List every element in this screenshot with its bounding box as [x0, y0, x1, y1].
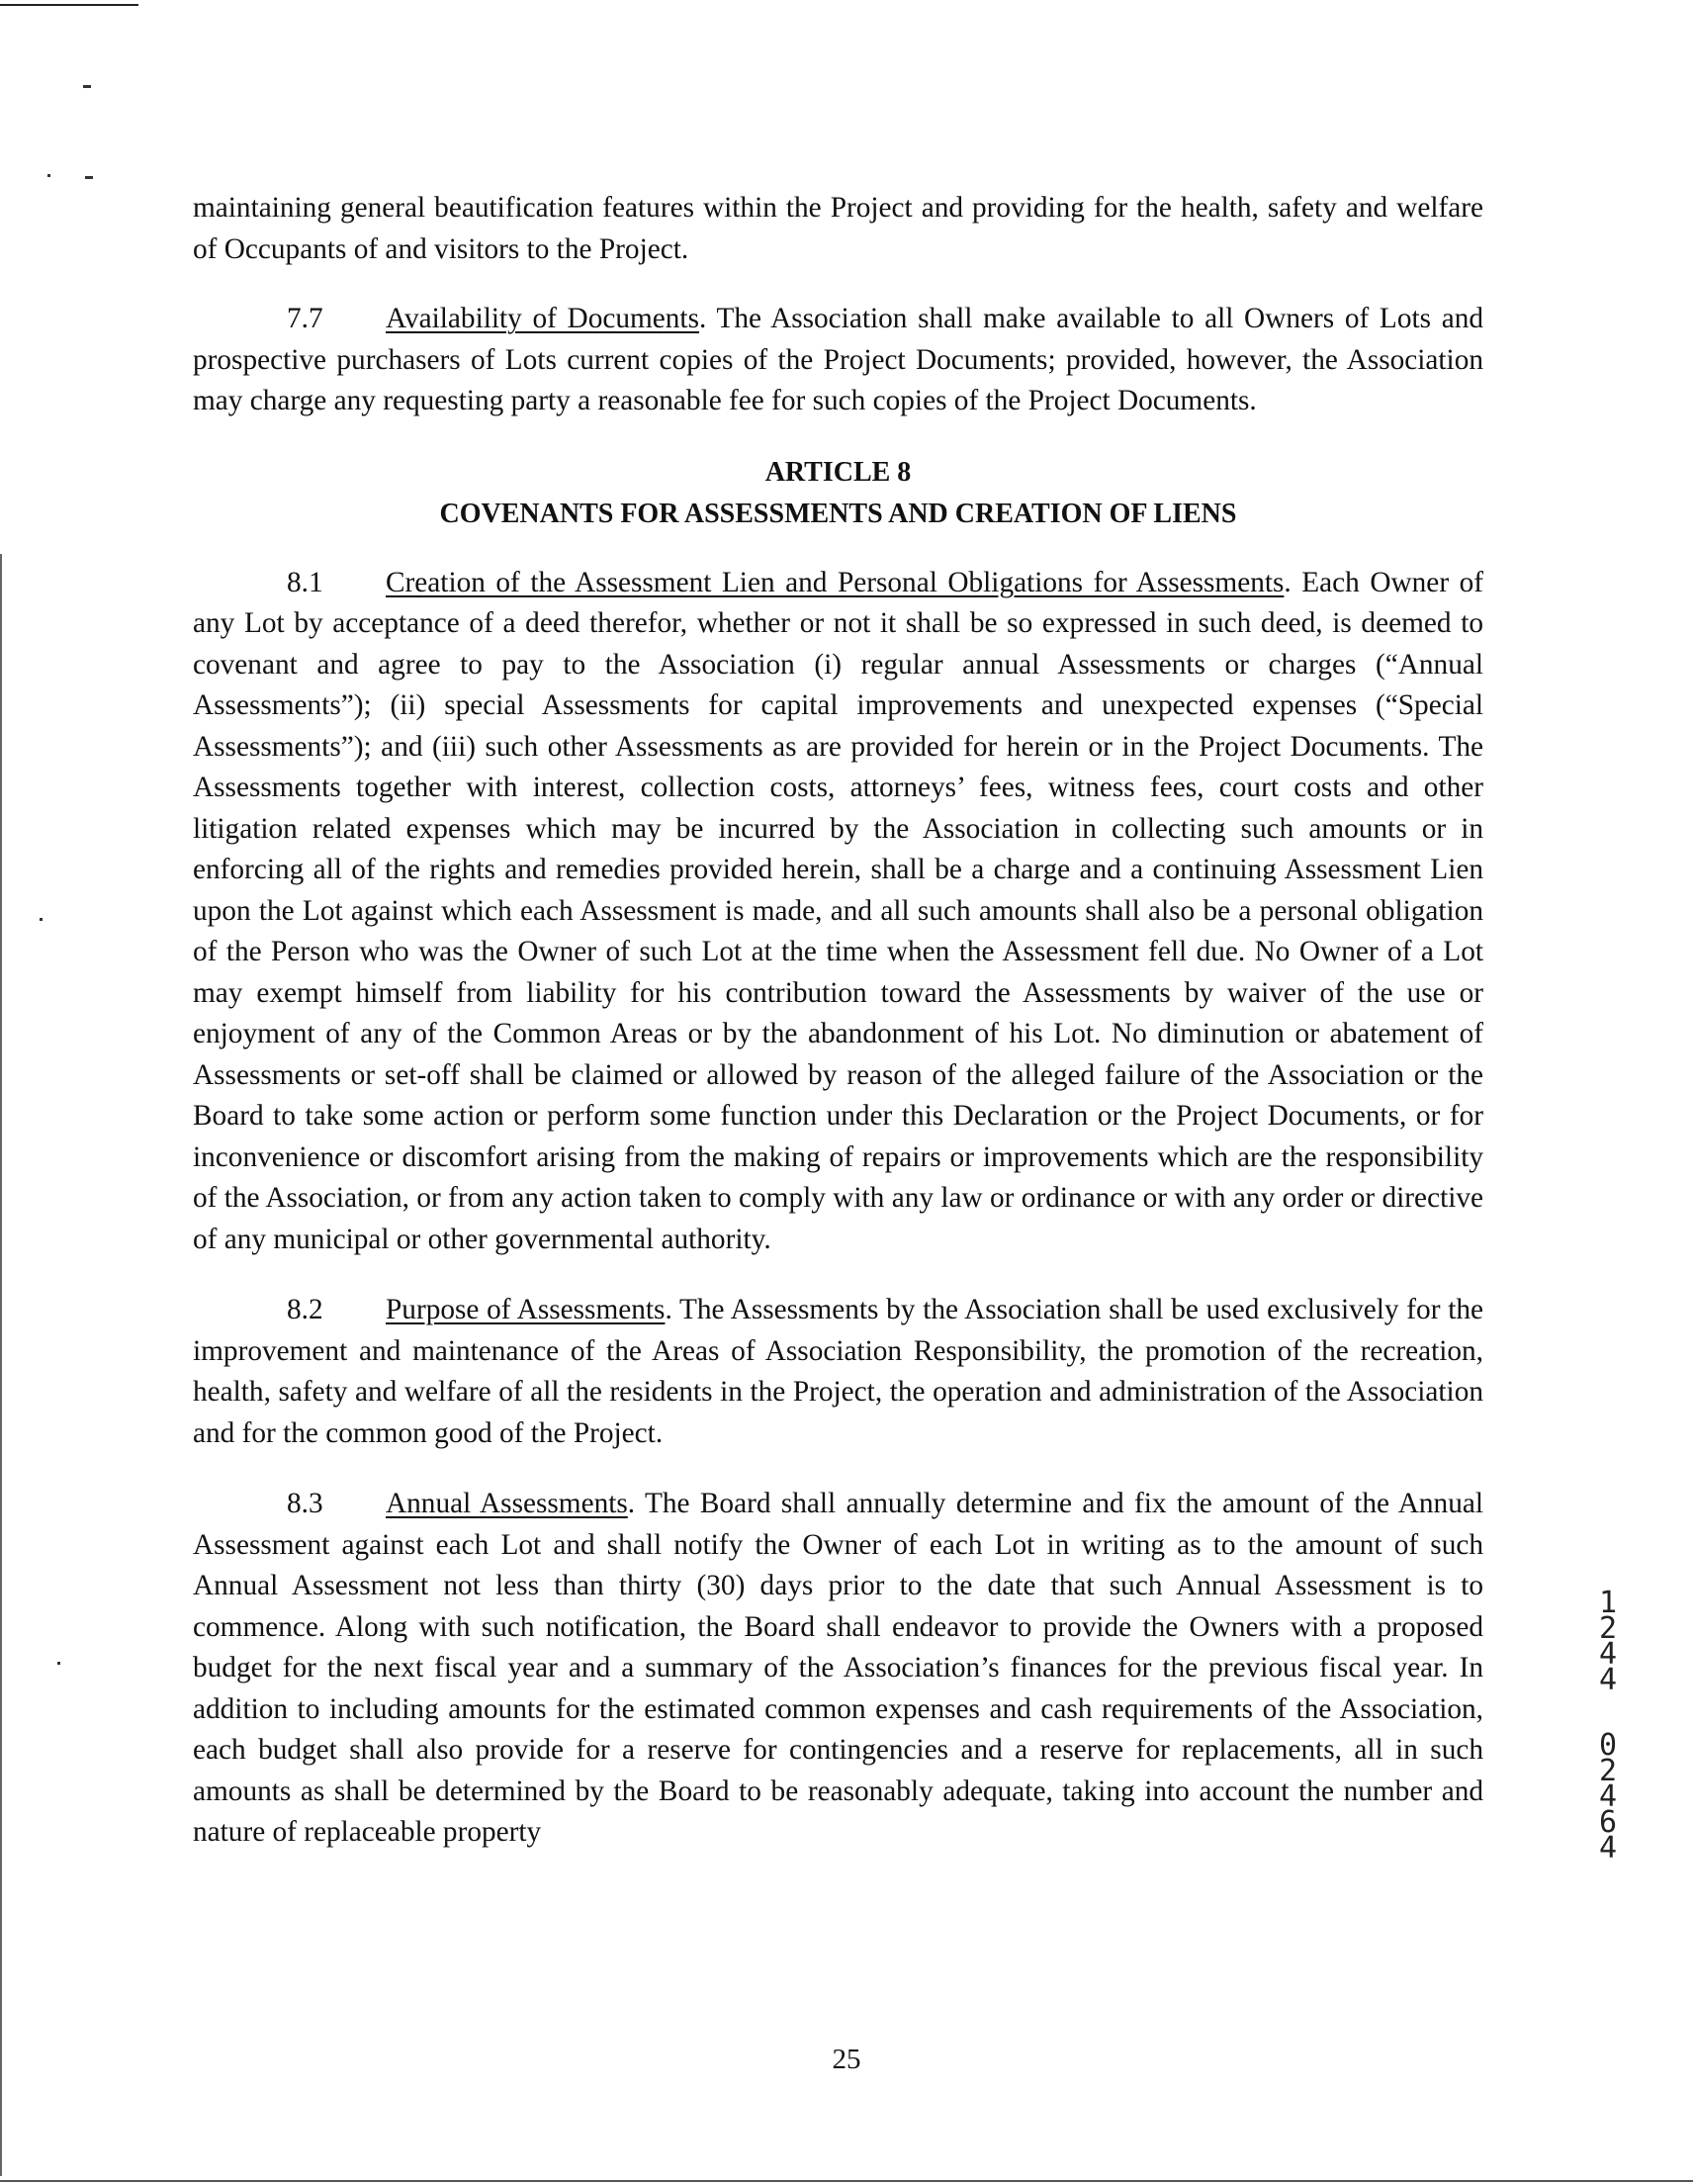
- article-label: ARTICLE 8: [764, 456, 912, 488]
- section-8-1: [193, 563, 1483, 1261]
- section-body: . Each Owner of any Lot by acceptance of a deed therefor, whether or not it shall be so expressed in such deed, is deemed to covenant and agree to pay to the Association (i) regular annual Assessments or charges (“Annual Assessments”); (ii) special Assessments for capital improvements and unexpected expenses (“Special Assessments”); and (iii) such other Assessments as are provided for herein or in the Project Documents. The Assessments together with interest, collection costs, attorneys’ fees, witness fees, court costs and other litigation related expenses which may be incurred by the Association in collecting such amounts or in enforcing all of the rights and remedies provided herein, shall be a charge and a continuing Assessment Lien upon the Lot against which each Assessment is made, and all such amounts shall also be a personal obligation of the Person who was the Owner of such Lot at the time when the Assessment fell due. No Owner of a Lot may exempt himself from liability for his contribution toward the Assessments by waiver of the use or enjoyment of any of the Common Areas or by the abandonment of his Lot. No diminution or abatement of Assessments or set-off shall be claimed or allowed by reason of the alleged failure of the Association or the Board to take some action or perform some function under this Declaration or the Project Documents, or for inconvenience or discomfort arising from the making of repairs or improvements which are the responsibility of the Association, or from any action taken to comply with any law or ordinance or with any order or directive of any municipal or other governmental authority.: [193, 566, 1483, 1255]
- section-number: 7.7: [287, 303, 323, 334]
- document-body: [193, 188, 1483, 1883]
- section-body: . The Association shall make available to all Owners of Lots and prospective purchasers of Lots current copies of the Project Documents; provided, however, the Association may charge any requesting party a reasonable fee for such copies of the Project Documents.: [193, 303, 1483, 416]
- scan-speck: [83, 85, 91, 88]
- scan-edge-top: [0, 4, 138, 6]
- scan-speck: [47, 174, 50, 177]
- article-title: COVENANTS FOR ASSESSMENTS AND CREATION OF LIENS: [439, 498, 1237, 529]
- section-heading: Annual Assessments: [386, 1488, 628, 1519]
- scan-speck: [40, 918, 43, 921]
- section-number: 8.3: [287, 1488, 323, 1519]
- section-7-7: [193, 299, 1483, 422]
- stamp-gap: [1588, 1693, 1628, 1733]
- stamp-digit: 4: [1598, 1779, 1618, 1814]
- scan-edge-left: [0, 554, 2, 2176]
- scan-edge-bottom: [0, 2180, 1693, 2182]
- section-heading: Availability of Documents: [386, 303, 699, 334]
- stamp-digit: 2: [1598, 1754, 1618, 1788]
- section-heading: Purpose of Assessments: [386, 1294, 666, 1325]
- stamp-digit: 4: [1598, 1831, 1618, 1866]
- section-number: 8.2: [287, 1294, 323, 1325]
- recording-stamp: [1588, 1586, 1628, 1866]
- section-body: . The Board shall annually determine and fix the amount of the Annual Assessment against each Lot and shall notify the Owner of each Lot in writing as to the amount of such Annual Assessment not less than thirty (30) days prior to the date that such Annual Assessment is to commence. Along with such notification, the Board shall endeavor to provide the Owners with a proposed budget for the next fiscal year and a summary of the Association’s finances for the previous fiscal year. In addition to including amounts for the estimated common expenses and cash requirements of the Association, each budget shall also provide for a reserve for contingencies and a reserve for replacements, all in such amounts as shall be determined by the Board to be reasonably adequate, taking into account the number and nature of replaceable property: [193, 1488, 1483, 1848]
- section-8-2: [193, 1290, 1483, 1454]
- section-heading: Creation of the Assessment Lien and Personal Obligations for Assessments: [386, 566, 1285, 598]
- stamp-digit: 1: [1598, 1586, 1618, 1620]
- stamp-digit: 2: [1598, 1611, 1618, 1646]
- section-body: . The Assessments by the Association shall be used exclusively for the improvement and maintenance of the Areas of Association Responsibility, the promotion of the recreation, health, safety and welfare of all the residents in the Project, the operation and administration of the Association and for the common good of the Project.: [193, 1294, 1483, 1449]
- intro-paragraph: maintaining general beautification features within the Project and providing for the health, safety and welfare of Occupants of and visitors to the Project.: [193, 192, 1483, 265]
- scan-speck: [85, 176, 93, 179]
- stamp-digit: 4: [1598, 1637, 1618, 1672]
- section-number: 8.1: [287, 566, 323, 598]
- section-8-3: [193, 1484, 1483, 1854]
- stamp-digit: 6: [1598, 1805, 1618, 1840]
- page-number: 25: [832, 2044, 861, 2075]
- stamp-digit: 4: [1598, 1663, 1618, 1697]
- stamp-digit: 0: [1598, 1728, 1618, 1763]
- scan-speck: [57, 1662, 60, 1665]
- article-heading: [193, 452, 1483, 535]
